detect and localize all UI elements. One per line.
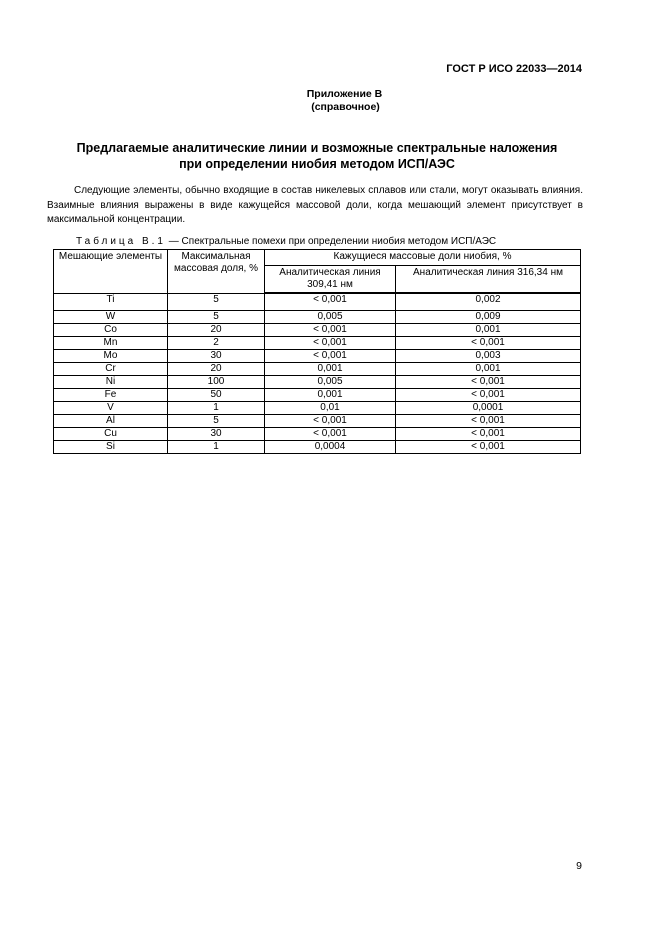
table-row: [54, 324, 581, 337]
cell-max: 20: [168, 363, 265, 376]
table-row: [54, 389, 581, 402]
cell-line-309: < 0,001: [265, 293, 396, 311]
cell-max: 5: [168, 415, 265, 428]
interference-table: [53, 249, 581, 454]
table-caption-label: Таблица В.1: [76, 236, 166, 247]
table-caption-text: — Спектральные помехи при определении ниобия методом ИСП/АЭС: [166, 236, 497, 247]
cell-line-316: < 0,001: [396, 389, 581, 402]
cell-element: Al: [54, 415, 168, 428]
cell-line-316: < 0,001: [396, 337, 581, 350]
cell-line-316: 0,001: [396, 324, 581, 337]
page-number: 9: [576, 860, 582, 872]
cell-element: V: [54, 402, 168, 415]
cell-line-309: < 0,001: [265, 350, 396, 363]
cell-line-316: 0,009: [396, 311, 581, 324]
cell-line-316: < 0,001: [396, 428, 581, 441]
cell-line-316: < 0,001: [396, 415, 581, 428]
cell-line-309: 0,01: [265, 402, 396, 415]
cell-max: 5: [168, 311, 265, 324]
header-element: Мешающие элементы: [54, 250, 168, 294]
table-row: [54, 337, 581, 350]
annex-title: Приложение В: [306, 88, 383, 100]
cell-line-309: < 0,001: [265, 337, 396, 350]
cell-element: Mn: [54, 337, 168, 350]
cell-line-309: 0,005: [265, 376, 396, 389]
table-row: [54, 363, 581, 376]
table-row: [54, 441, 581, 454]
annex-heading: [0, 88, 661, 114]
intro-paragraph: Следующие элементы, обычно входящие в состав никелевых сплавов или стали, могут оказывать влияния. Взаимные влияния выражены в виде кажущейся массовой доли, когда мешающий элемент присутствует в максимальной концентрации.: [47, 185, 583, 225]
cell-max: 1: [168, 402, 265, 415]
cell-line-316: 0,003: [396, 350, 581, 363]
table-row: [54, 350, 581, 363]
cell-element: Mo: [54, 350, 168, 363]
cell-max: 30: [168, 428, 265, 441]
cell-max: 1: [168, 441, 265, 454]
header-line-309: Аналитическая линия 309,41 нм: [265, 266, 396, 294]
cell-line-309: 0,001: [265, 389, 396, 402]
cell-element: Ni: [54, 376, 168, 389]
cell-element: Fe: [54, 389, 168, 402]
table-row: [54, 402, 581, 415]
cell-line-316: 0,002: [396, 293, 581, 311]
cell-line-309: < 0,001: [265, 324, 396, 337]
annex-subtitle: (справочное): [311, 101, 380, 113]
cell-max: 50: [168, 389, 265, 402]
header-line-316: Аналитическая линия 316,34 нм: [396, 266, 581, 294]
cell-element: Si: [54, 441, 168, 454]
cell-max: 30: [168, 350, 265, 363]
cell-element: Cu: [54, 428, 168, 441]
cell-max: 5: [168, 293, 265, 311]
table-row: [54, 293, 581, 311]
title-line-2: при определении ниобия методом ИСП/АЭС: [179, 157, 455, 171]
header-max-fraction: Максимальная массовая доля, %: [168, 250, 265, 294]
cell-element: Cr: [54, 363, 168, 376]
annex-main-title: [48, 140, 586, 172]
table-caption: [76, 236, 496, 247]
table-row: [54, 415, 581, 428]
cell-line-309: 0,005: [265, 311, 396, 324]
header-apparent-fraction: Кажущиеся массовые доли ниобия, %: [265, 250, 581, 266]
cell-max: 2: [168, 337, 265, 350]
cell-element: Ti: [54, 293, 168, 311]
cell-max: 100: [168, 376, 265, 389]
cell-line-316: 0,001: [396, 363, 581, 376]
cell-line-309: 0,001: [265, 363, 396, 376]
table-row: [54, 311, 581, 324]
cell-line-316: < 0,001: [396, 441, 581, 454]
cell-element: Co: [54, 324, 168, 337]
table-row: [54, 376, 581, 389]
cell-line-316: 0,0001: [396, 402, 581, 415]
cell-line-309: < 0,001: [265, 428, 396, 441]
cell-line-309: < 0,001: [265, 415, 396, 428]
cell-line-316: < 0,001: [396, 376, 581, 389]
title-line-1: Предлагаемые аналитические линии и возможные спектральные наложения: [76, 141, 558, 155]
cell-line-309: 0,0004: [265, 441, 396, 454]
table-row: [54, 428, 581, 441]
cell-element: W: [54, 311, 168, 324]
cell-max: 20: [168, 324, 265, 337]
standard-designation: ГОСТ Р ИСО 22033—2014: [446, 63, 582, 75]
